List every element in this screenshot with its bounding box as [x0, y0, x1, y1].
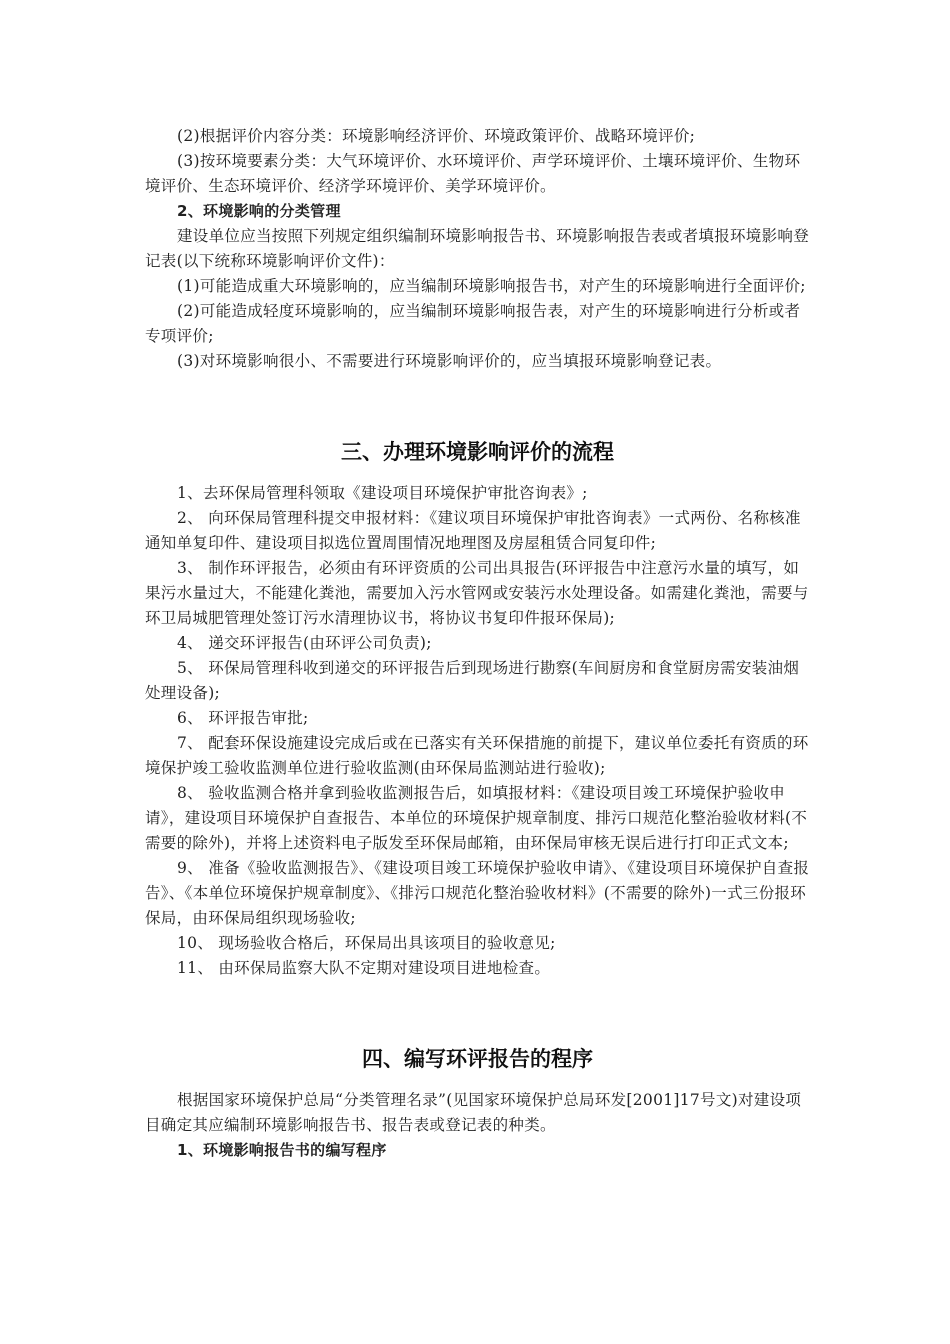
paragraph-classification-by-content: (2)根据评价内容分类：环境影响经济评价、环境政策评价、战略环境评价;	[177, 127, 696, 145]
process-step: 2、 向环保局管理科提交申报材料：《建议项目环境保护审批咨询表》一式两份、名称核准通知单复印件、建设项目拟选位置周围情况地理图及房屋租赁合同复印件;	[145, 509, 801, 552]
process-step: 7、 配套环保设施建设完成后或在已落实有关环保措施的前提下，建议单位委托有资质的环境保护竣工验收监测单位进行验收监测(由环保局监测站进行验收);	[145, 734, 809, 777]
subheading-classification-management: 2、环境影响的分类管理	[177, 202, 341, 220]
process-step: 6、 环评报告审批;	[177, 709, 309, 727]
process-step: 1、去环保局管理科领取《建设项目环境保护审批咨询表》;	[177, 484, 588, 502]
process-step: 9、 准备《验收监测报告》、《建设项目竣工环境保护验收申请》、《建设项目环境保护自查报告》、《本单位环境保护规章制度》、《排污口规范化整治验收材料》(不需要的除外)一式三份报环保局，由环保局组织现场验收;	[145, 859, 810, 927]
process-step: 10、 现场验收合格后，环保局出具该项目的验收意见;	[177, 934, 556, 952]
paragraph-minor-impact: (2)可能造成轻度环境影响的，应当编制环境影响报告表，对产生的环境影响进行分析或者专项评价;	[145, 302, 801, 345]
process-step: 3、 制作环评报告，必须由有环评资质的公司出具报告(环评报告中注意污水量的填写，如果污水量过大，不能建化粪池，需要加入污水管网或安装污水处理设备。如需建化粪池，需要与环卫局城肥管理处签订污水清理协议书，将协议书复印件报环保局);	[145, 559, 809, 627]
paragraph-report-procedure: 根据国家环境保护总局“分类管理名录”(见国家环境保护总局环发[2001]17号文)对建设项目确定其应编制环境影响报告书、报告表或登记表的种类。	[145, 1091, 802, 1134]
process-step: 4、 递交环评报告(由环评公司负责);	[177, 634, 432, 652]
paragraph-classification-by-element: (3)按环境要素分类：大气环境评价、水环境评价、声学环境评价、土壤环境评价、生物环境评价、生态环境评价、经济学环境评价、美学环境评价。	[145, 152, 801, 195]
subheading-report-writing: 1、环境影响报告书的编写程序	[177, 1141, 387, 1159]
section-heading-process: 三、办理环境影响评价的流程	[341, 440, 614, 464]
paragraph-management-intro: 建设单位应当按照下列规定组织编制环境影响报告书、环境影响报告表或者填报环境影响登记表(以下统称环境影响评价文件)：	[145, 227, 810, 270]
paragraph-major-impact: (1)可能造成重大环境影响的，应当编制环境影响报告书，对产生的环境影响进行全面评价;	[177, 277, 806, 295]
section-heading-report-procedure: 四、编写环评报告的程序	[362, 1047, 593, 1071]
process-step: 11、 由环保局监察大队不定期对建设项目进地检查。	[177, 959, 551, 977]
process-step: 8、 验收监测合格并拿到验收监测报告后，如填报材料：《建设项目竣工环境保护验收申请》，建设项目环境保护自查报告、本单位的环境保护规章制度、排污口规范化整治验收材料(不需要的除外)，并将上述资料电子版发至环保局邮箱，由环保局审核无误后进行打印正式文本;	[145, 784, 808, 852]
document-content	[145, 124, 810, 1163]
process-step: 5、 环保局管理科收到递交的环评报告后到现场进行勘察(车间厨房和食堂厨房需安装油烟处理设备);	[145, 659, 800, 702]
paragraph-small-impact: (3)对环境影响很小、不需要进行环境影响评价的，应当填报环境影响登记表。	[177, 352, 722, 370]
